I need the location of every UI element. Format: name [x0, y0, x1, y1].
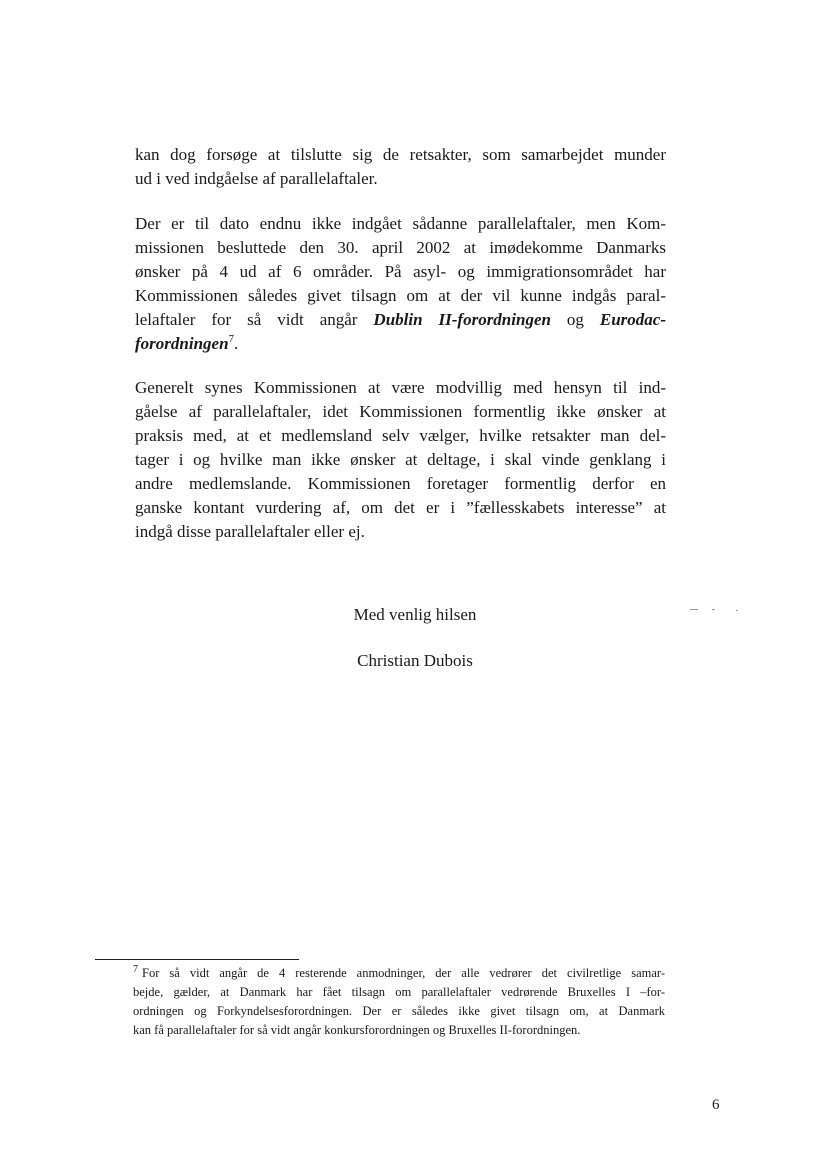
- paragraph-3-line: andre medlemslande. Kommissionen foretager formentlig derfor en: [135, 474, 666, 493]
- paragraph-2-line: Der er til dato endnu ikke indgået sådanne parallelaftaler, men Kom-: [135, 214, 666, 233]
- footnote-line: [133, 964, 665, 983]
- paragraph-2-line: missionen besluttede den 30. april 2002 at imødekomme Danmarks: [135, 238, 666, 257]
- scan-speck: [736, 610, 738, 611]
- footnote-reference[interactable]: 7: [228, 333, 235, 345]
- paragraph-2-line: [135, 332, 666, 356]
- paragraph-1: [135, 143, 666, 191]
- paragraph-3-line: tager i og hvilke man ikke ønsker at deltage, i skal vinde genklang i: [135, 450, 666, 469]
- footnote-number: 7: [133, 964, 138, 975]
- eurodac-regulation-title: Eurodac-: [599, 310, 667, 329]
- scan-speck: [712, 609, 715, 610]
- paragraph-3-line: praksis med, at et medlemsland selv vælger, hvilke retsakter man del-: [135, 426, 666, 445]
- paragraph-3: [135, 376, 666, 544]
- text-run: .: [234, 334, 239, 353]
- closing-greeting: Med venlig hilsen: [353, 605, 477, 624]
- eurodac-regulation-title: forordningen: [135, 334, 229, 353]
- footnote-line: ordningen og Forkyndelsesforordningen. Der er således ikke givet tilsagn om, at Danmark: [133, 1004, 665, 1018]
- text-run: lelaftaler for så vidt angår: [135, 310, 374, 329]
- paragraph-2-line: Kommissionen således givet tilsagn om at der vil kunne indgås paral-: [135, 286, 666, 305]
- dublin-regulation-title: Dublin II-forordningen: [373, 310, 551, 329]
- scan-speck: [690, 609, 698, 610]
- paragraph-3-line: Generelt synes Kommissionen at være modvillig med hensyn til ind-: [135, 378, 666, 397]
- paragraph-1-line: kan dog forsøge at tilslutte sig de retsakter, som samarbejdet munder: [135, 145, 666, 164]
- paragraph-3-line: ganske kontant vurdering af, om det er i ”fællesskabets interesse” at: [135, 498, 666, 517]
- text-run: og: [550, 310, 600, 329]
- paragraph-2-line: [135, 308, 666, 332]
- paragraph-2-line: ønsker på 4 ud af 6 områder. På asyl- og immigrationsområdet har: [135, 262, 666, 281]
- paragraph-1-line: ud i ved indgåelse af parallelaftaler.: [135, 169, 378, 188]
- page-number: 6: [712, 1097, 720, 1113]
- footnote-separator: [95, 959, 299, 960]
- paragraph-2: [135, 212, 666, 356]
- footnote: [133, 964, 665, 1040]
- footnote-line: bejde, gælder, at Danmark har fået tilsagn om parallelaftaler vedrørende Bruxelles I –for-: [133, 985, 665, 999]
- paragraph-3-line: gåelse af parallelaftaler, idet Kommissionen formentlig ikke ønsker at: [135, 402, 666, 421]
- footnote-line: kan få parallelaftaler for så vidt angår konkursforordningen og Bruxelles II-forordningen.: [133, 1023, 581, 1037]
- signature-name: Christian Dubois: [357, 651, 473, 670]
- paragraph-3-line: indgå disse parallelaftaler eller ej.: [135, 522, 365, 541]
- footnote-text: For så vidt angår de 4 resterende anmodninger, der alle vedrører det civilretlige samar-: [142, 966, 665, 980]
